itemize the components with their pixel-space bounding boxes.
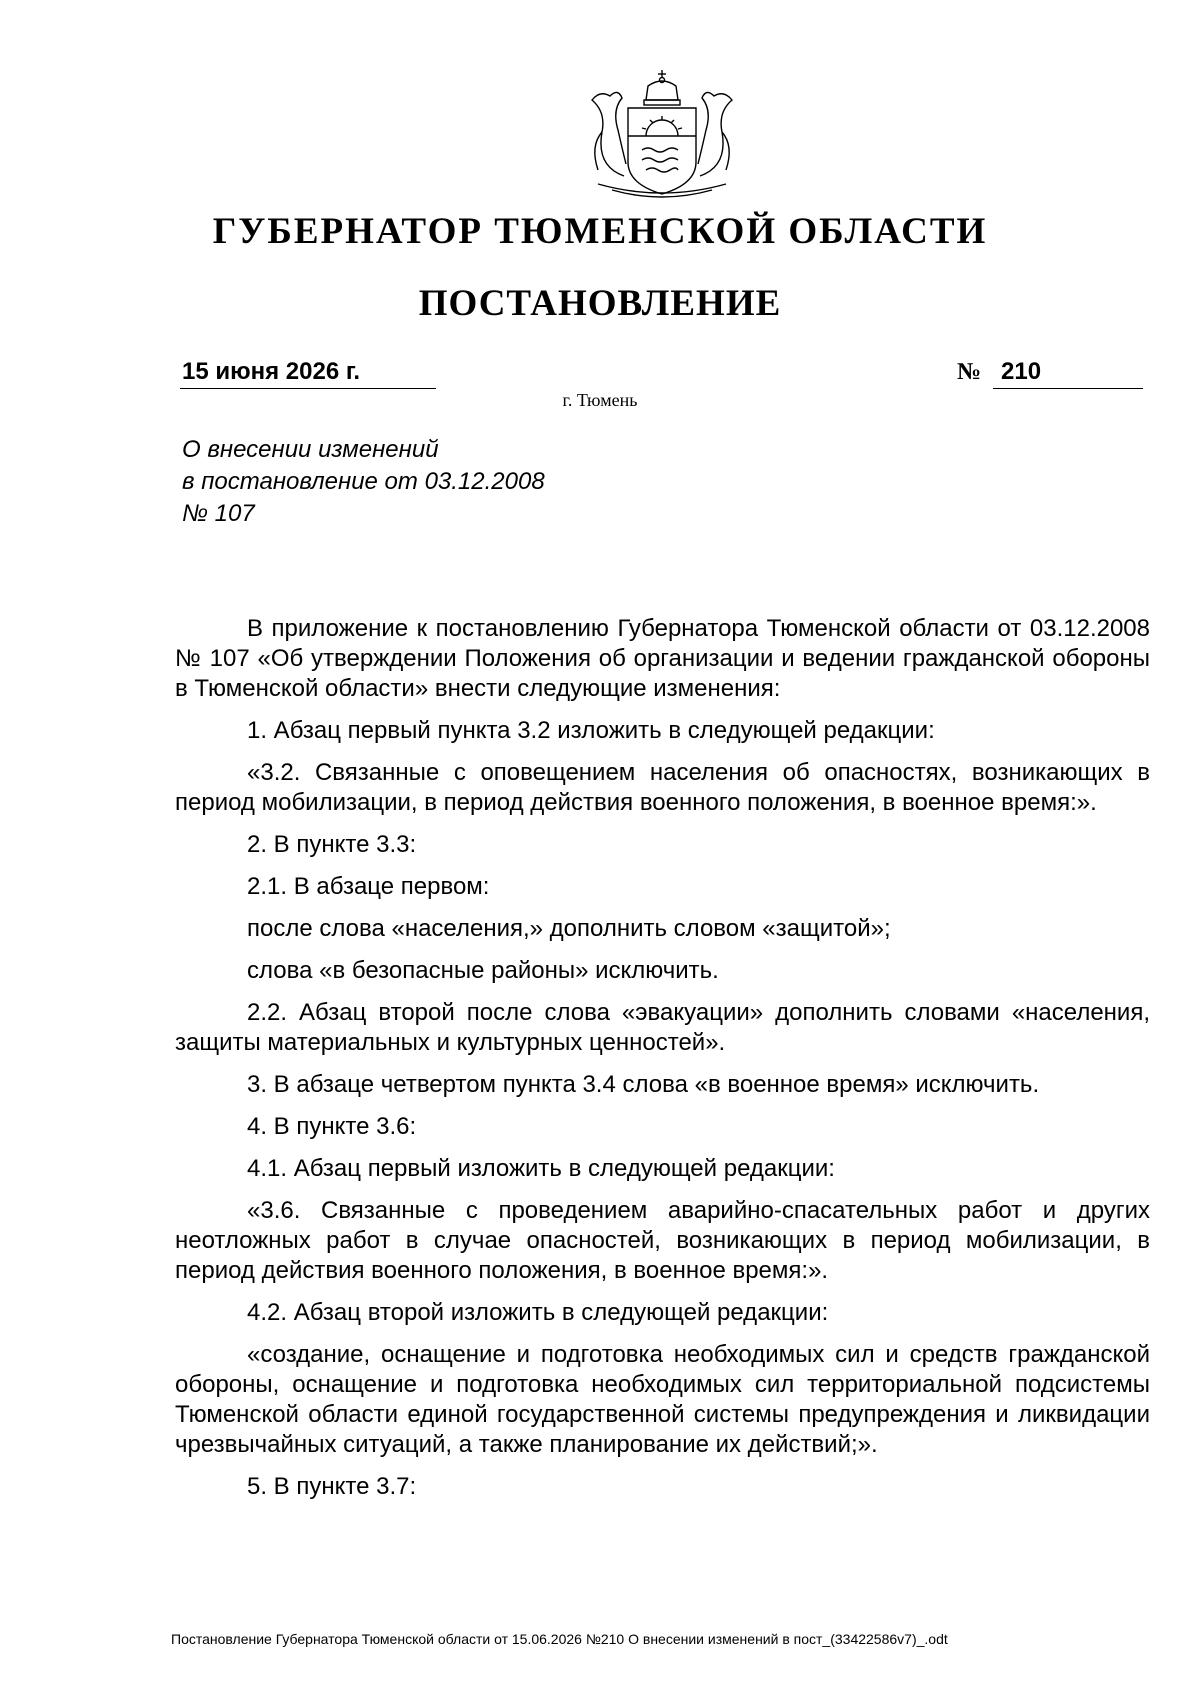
body-paragraph: «3.6. Связанные с проведением аварийно-спасательных работ и других неотложных работ в случае опасностей, возникающих в период мобилизации, в период действия военного положения, в военное время:». [175,1197,1150,1284]
body-paragraph: 2.1. В абзаце первом: [247,873,490,900]
body-paragraph: 3. В абзаце четвертом пункта 3.4 слова «в военное время» исключить. [247,1071,1040,1098]
page-footer: Постановление Губернатора Тюменской области от 15.06.2026 №210 О внесении изменений в пост_(33422586v7)_.odt [171,1631,948,1647]
body-paragraph: 4.1. Абзац первый изложить в следующей редакции: [247,1155,835,1182]
document-date-field [180,356,436,389]
document-number: 210 [1001,358,1042,385]
issuing-authority-title: ГУБЕРНАТОР ТЮМЕНСКОЙ ОБЛАСТИ [212,211,988,252]
body-paragraph: «3.2. Связанные с оповещением населения об опасностях, возникающих в период мобилизации, в период действия военного положения, в военное время:». [175,759,1150,816]
body-paragraph: В приложение к постановлению Губернатора Тюменской области от 03.12.2008 № 107 «Об утверждении Положения об организации и ведении гражданской обороны в Тюменской области» внести следующие изменения: [175,615,1150,702]
body-paragraph: 1. Абзац первый пункта 3.2 изложить в следующей редакции: [247,717,935,744]
subject-line: О внесении изменений [182,436,439,463]
body-paragraph: 2.2. Абзац второй после слова «эвакуации» дополнить словами «населения, защиты материальных и культурных ценностей». [175,999,1150,1056]
issuing-city: г. Тюмень [562,390,638,410]
document-body [175,614,1150,1514]
body-paragraph: после слова «населения,» дополнить словом «защитой»; [247,915,891,942]
body-paragraph: 4.2. Абзац второй изложить в следующей редакции: [247,1299,829,1326]
document-type-title: ПОСТАНОВЛЕНИЕ [418,283,782,324]
body-paragraph: 4. В пункте 3.6: [247,1113,417,1140]
number-sign: № [957,359,982,385]
coat-of-arms-icon [578,66,746,198]
subject-line: в постановление от 03.12.2008 [182,468,545,495]
document-subject [182,434,682,530]
subject-line: № 107 [182,500,255,527]
document-number-field [993,356,1143,389]
body-paragraph: слова «в безопасные районы» исключить. [247,957,719,984]
document-date: 15 июня 2026 г. [182,358,361,385]
body-paragraph: 5. В пункте 3.7: [247,1473,417,1500]
body-paragraph: 2. В пункте 3.3: [247,831,417,858]
body-paragraph: «создание, оснащение и подготовка необходимых сил и средств гражданской обороны, оснащение и подготовка необходимых сил территориальной подсистемы Тюменской области единой государственной системы предупреждения и ликвидации чрезвычайных ситуаций, а также планирование их действий;». [175,1341,1150,1458]
